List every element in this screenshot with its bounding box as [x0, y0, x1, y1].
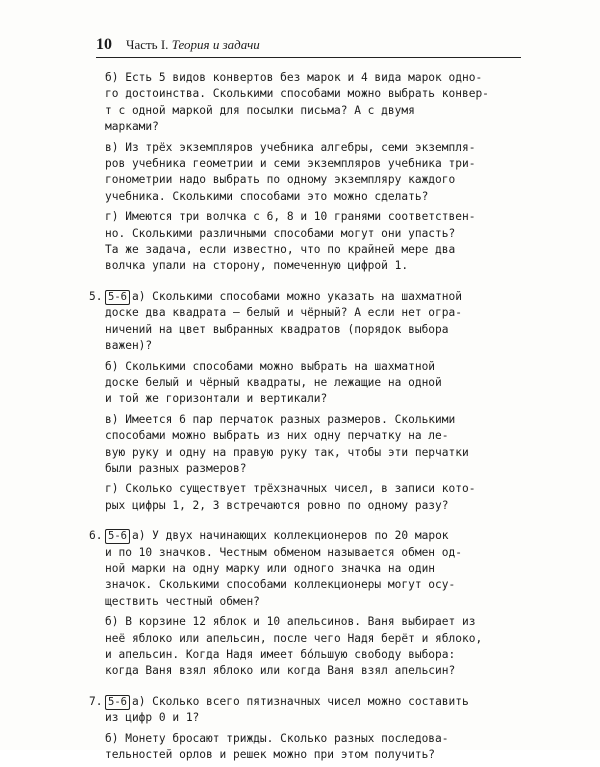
grade-level-badge: 5-6 [105, 290, 130, 305]
text-line: доске два квадрата — белый и чёрный? А если нет огра- [105, 306, 462, 320]
exercise-part [105, 528, 523, 610]
text-line: б) В корзине 12 яблок и 10 апельсинов. Ваня выбирает из [105, 615, 476, 629]
text-line: в) Из трёх экземпляров учебника алгебры, семи экземпля- [105, 140, 476, 154]
header-rule [96, 57, 521, 58]
problem-number: 5. [89, 289, 103, 303]
exercise-part [105, 731, 523, 764]
text-line: рых цифры 1, 2, 3 встречаются ровно по одному разу? [105, 498, 449, 512]
text-line: т с одной маркой для посылки письма? А с двумя [105, 103, 415, 117]
text-line: г) Сколько существует трёхзначных чисел, в записи кото- [105, 482, 476, 496]
text-line: марками? [105, 120, 159, 134]
text-line: были разных размеров? [105, 461, 247, 475]
text-line: ничений на цвет выбранных квадратов (порядок выбора [105, 322, 449, 336]
problem [89, 289, 523, 514]
grade-level-badge: 5-6 [105, 695, 130, 710]
page-body [89, 70, 523, 767]
text-line: из цифр 0 и 1? [105, 711, 200, 725]
text-line: доске белый и чёрный квадраты, не лежащие на одной [105, 375, 442, 389]
text-line: неё яблоко или апельсин, после чего Надя берёт и яблоко, [105, 631, 483, 645]
exercise-part [105, 614, 523, 680]
text-line: когда Ваня взял яблоко или когда Ваня взял апельсин? [105, 664, 456, 678]
text-line [105, 694, 523, 710]
running-head [126, 37, 260, 53]
text-line: и апельсин. Когда Надя имеет бо́льшую свободу выбора: [105, 648, 456, 661]
exercise-part [105, 359, 523, 408]
problem-number: 6. [89, 529, 103, 543]
text-line: в) Имеется 6 пар перчаток разных размеров. Сколькими [105, 412, 456, 426]
problem-number: 7. [89, 694, 103, 708]
grade-level-badge: 5-6 [105, 529, 130, 544]
text-line: Та же задача, если известно, что по крайней мере два [105, 243, 456, 257]
text-line: значок. Сколькими способами коллекционеры могут осу- [105, 578, 456, 592]
text-line: и по 10 значков. Честным обменом называется обмен од- [105, 545, 462, 559]
exercise-part [105, 209, 523, 275]
text-line: волчка упали на сторону, помеченную цифрой 1. [105, 259, 409, 273]
line-text: а) Сколько всего пятизначных чисел можно составить [131, 694, 469, 708]
text-line: б) Сколькими способами можно выбрать на шахматной [105, 359, 436, 373]
text-line: б) Монету бросают трижды. Сколько разных последова- [105, 731, 449, 745]
problem [89, 528, 523, 680]
text-line: важен)? [105, 339, 153, 353]
text-line: г) Имеются три волчка с 6, 8 и 10 гранями соответствен- [105, 210, 476, 224]
text-line: но. Сколькими различными способами могут они упасть? [105, 226, 456, 240]
text-line: б) Есть 5 видов конвертов без марок и 4 вида марок одно- [105, 71, 483, 84]
text-line [105, 289, 523, 305]
part-label: Часть I. [126, 37, 169, 52]
text-line: гонометрии надо выбрать по одному экземпляру каждого [105, 173, 456, 187]
line-text: а) У двух начинающих коллекционеров по 20 марок [131, 529, 449, 543]
text-line: учебника. Сколькими способами это можно сделать? [105, 189, 429, 203]
text-line: вую руку и одну на правую руку так, чтобы эти перчатки [105, 445, 469, 459]
exercise-part [105, 412, 523, 478]
section-title: Теория и задачи [171, 37, 260, 52]
problem [89, 694, 523, 764]
exercise-part [105, 481, 523, 514]
text-line: и той же горизонтали и вертикали? [105, 392, 328, 406]
line-text: а) Сколькими способами можно указать на шахматной [131, 289, 463, 303]
text-line: способами можно выбрать из них одну перчатку на ле- [105, 429, 449, 443]
exercise-part [105, 694, 523, 727]
page-number: 10 [96, 36, 112, 53]
text-line: ров учебника геометрии и семи экземпляров учебника три- [105, 157, 476, 171]
text-line [105, 528, 523, 544]
exercise-part [105, 140, 523, 206]
text-line: го достоинства. Сколькими способами можно выбрать конвер- [105, 87, 489, 101]
exercise-part [105, 289, 523, 355]
text-line: ной марки на одну марку или одного значка на один [105, 561, 436, 575]
text-line: ществить честный обмен? [105, 594, 260, 608]
exercise-part [105, 70, 523, 136]
page-header [96, 36, 521, 56]
text-line: тельностей орлов и решек можно при этом получить? [105, 748, 436, 762]
